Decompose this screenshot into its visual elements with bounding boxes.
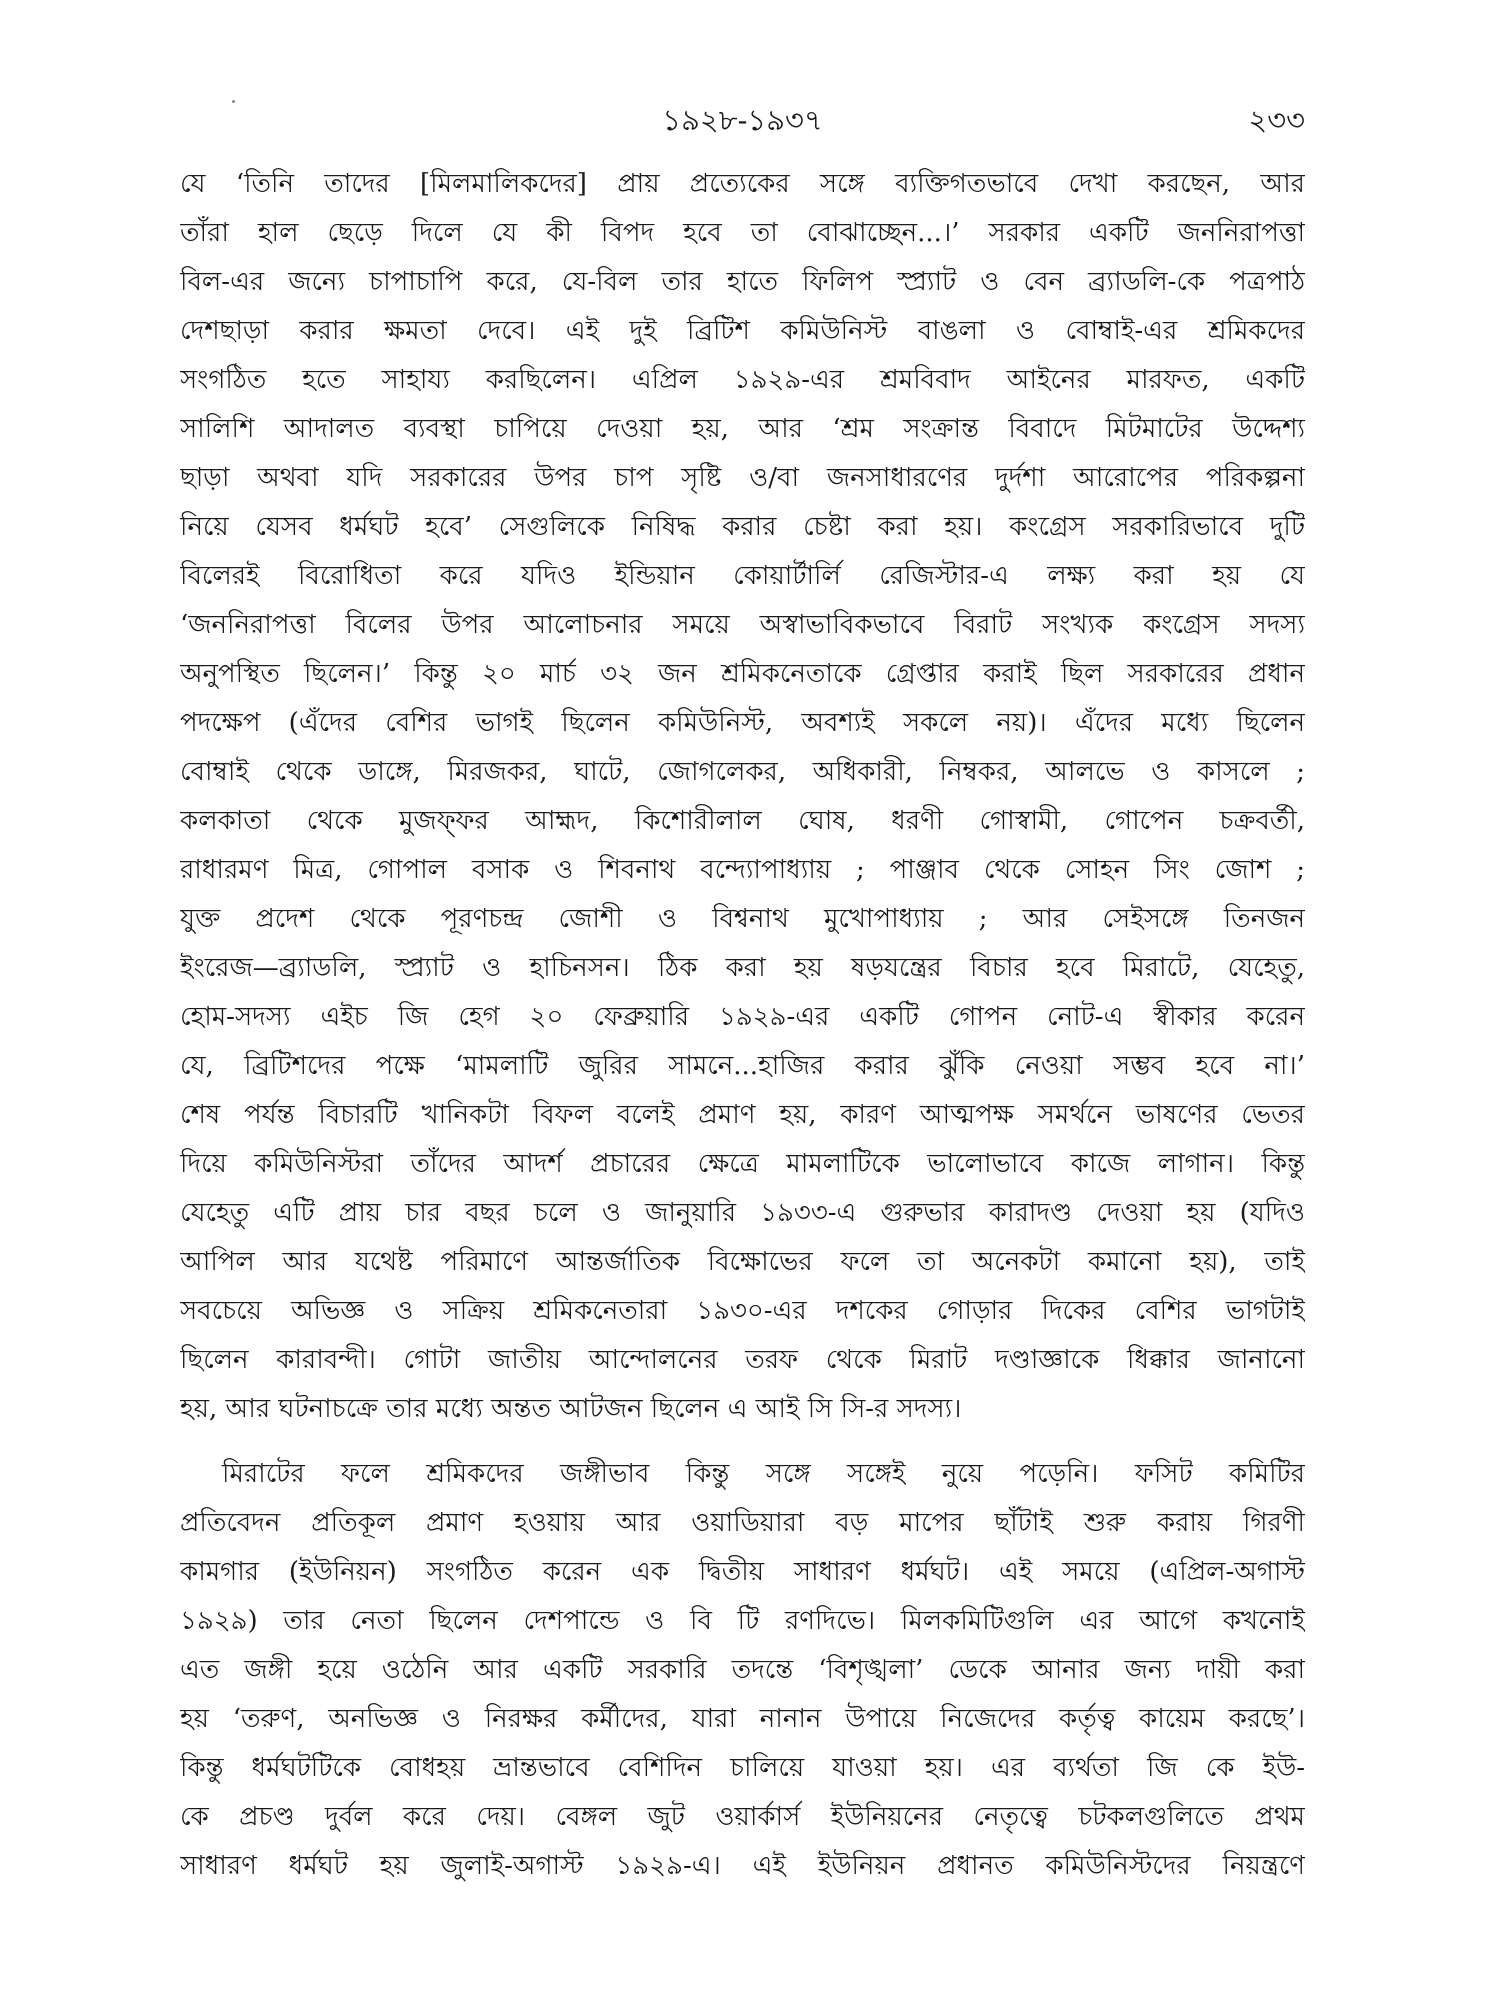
running-title: ১৯২৮-১৯৩৭ [662,102,823,137]
text-line: সংগঠিত হতে সাহায্য করছিলেন। এপ্রিল ১৯২৯-এর শ্রমবিবাদ আইনের মারফত, একটি [180,365,1305,395]
text-line: কে প্রচণ্ড দুর্বল করে দেয়। বেঙ্গল জুট ওয়ার্কার্স ইউনিয়নের নেতৃত্বে চটকলগুলিতে প্রথম [180,1802,1305,1832]
text-line: শেষ পর্যন্ত বিচারটি খানিকটা বিফল বলেই প্রমাণ হয়, কারণ আত্মপক্ষ সমর্থনে ভাষণের ভেতর [180,1100,1305,1130]
paragraph-1 [180,160,1305,1434]
text-line: অনুপস্থিত ছিলেন।’ কিন্তু ২০ মার্চ ৩২ জন শ্রমিকনেতাকে গ্রেপ্তার করাই ছিল সরকারের প্রধান [180,659,1305,689]
text-line: মিরাটের ফলে শ্রমিকদের জঙ্গীভাব কিন্তু সঙ্গে সঙ্গেই নুয়ে পড়েনি। ফসিট কমিটির [222,1459,1305,1489]
text-line: সাধারণ ধর্মঘট হয় জুলাই-অগাস্ট ১৯২৯-এ। এই ইউনিয়ন প্রধানত কমিউনিস্টদের নিয়ন্ত্রণে [180,1851,1305,1881]
text-line: বিলেরই বিরোধিতা করে যদিও ইন্ডিয়ান কোয়ার্টার্লি রেজিস্টার-এ লক্ষ্য করা হয় যে [180,561,1305,591]
text-line: হোম-সদস্য এইচ জি হেগ ২০ ফেব্রুয়ারি ১৯২৯-এর একটি গোপন নোট-এ স্বীকার করেন [180,1002,1305,1032]
text-line: ‘জননিরাপত্তা বিলের উপর আলোচনার সময়ে অস্বাভাবিকভাবে বিরাট সংখ্যক কংগ্রেস সদস্য [180,610,1305,640]
text-line: আপিল আর যথেষ্ট পরিমাণে আন্তর্জাতিক বিক্ষোভের ফলে তা অনেকটা কমানো হয়), তাই [180,1247,1305,1277]
text-line: যে, ব্রিটিশদের পক্ষে ‘মামলাটি জুরির সামনে...হাজির করার ঝুঁকি নেওয়া সম্ভব হবে না।’ [180,1051,1305,1081]
text-line: দেশছাড়া করার ক্ষমতা দেবে। এই দুই ব্রিটিশ কমিউনিস্ট বাঙলা ও বোম্বাই-এর শ্রমিকদের [180,316,1305,346]
text-line: প্রতিবেদন প্রতিকূল প্রমাণ হওয়ায় আর ওয়াডিয়ারা বড় মাপের ছাঁটাই শুরু করায় গিরণী [180,1508,1305,1538]
text-line: যুক্ত প্রদেশ থেকে পূরণচন্দ্র জোশী ও বিশ্বনাথ মুখোপাধ্যায় ; আর সেইসঙ্গে তিনজন [180,904,1305,934]
paragraph-2 [180,1450,1305,1891]
text-line: ইংরেজ—ব্র্যাডলি, স্প্র্যাট ও হাচিনসন। ঠিক করা হয় ষড়যন্ত্রের বিচার হবে মিরাটে, যেহেতু, [180,953,1305,983]
body-text [180,160,1305,1891]
text-line: যেহেতু এটি প্রায় চার বছর চলে ও জানুয়ারি ১৯৩৩-এ গুরুভার কারাদণ্ড দেওয়া হয় (যদিও [180,1198,1305,1228]
text-line: এত জঙ্গী হয়ে ওঠেনি আর একটি সরকারি তদন্তে ‘বিশৃঙ্খলা’ ডেকে আনার জন্য দায়ী করা [180,1655,1305,1685]
text-line: যে ‘তিনি তাদের [মিলমালিকদের] প্রায় প্রত্যেকের সঙ্গে ব্যক্তিগতভাবে দেখা করছেন, আর [180,169,1305,199]
text-line: ছিলেন কারাবন্দী। গোটা জাতীয় আন্দোলনের তরফ থেকে মিরাট দণ্ডাজ্ঞাকে ধিক্কার জানানো [180,1345,1305,1375]
text-line: কিন্তু ধর্মঘটটিকে বোধহয় ভ্রান্তভাবে বেশিদিন চালিয়ে যাওয়া হয়। এর ব্যর্থতা জি কে ইউ- [180,1753,1305,1783]
page-number: ২৩৩ [1248,102,1305,137]
text-line: হয় ‘তরুণ, অনভিজ্ঞ ও নিরক্ষর কর্মীদের, যারা নানান উপায়ে নিজেদের কর্তৃত্ব কায়েম করছে’। [180,1704,1305,1734]
text-line: দিয়ে কমিউনিস্টরা তাঁদের আদর্শ প্রচারের ক্ষেত্রে মামলাটিকে ভালোভাবে কাজে লাগান। কিন্তু [180,1149,1305,1179]
text-line: পদক্ষেপ (এঁদের বেশির ভাগই ছিলেন কমিউনিস্ট, অবশ্যই সকলে নয়)। এঁদের মধ্যে ছিলেন [180,708,1305,738]
text-line: হয়, আর ঘটনাচক্রে তার মধ্যে অন্তত আটজন ছিলেন এ আই সি সি-র সদস্য। [180,1394,962,1424]
text-line: তাঁরা হাল ছেড়ে দিলে যে কী বিপদ হবে তা বোঝাচ্ছেন...।’ সরকার একটি জননিরাপত্তা [180,218,1305,248]
text-line: কামগার (ইউনিয়ন) সংগঠিত করেন এক দ্বিতীয় সাধারণ ধর্মঘট। এই সময়ে (এপ্রিল-অগাস্ট [180,1557,1305,1587]
running-header [180,92,1305,152]
paragraph-gap [180,1434,1305,1450]
text-line: রাধারমণ মিত্র, গোপাল বসাক ও শিবনাথ বন্দ্যোপাধ্যায় ; পাঞ্জাব থেকে সোহন সিং জোশ ; [180,855,1305,885]
text-line: নিয়ে যেসব ধর্মঘট হবে’ সেগুলিকে নিষিদ্ধ করার চেষ্টা করা হয়। কংগ্রেস সরকারিভাবে দুটি [180,512,1305,542]
text-line: ১৯২৯) তার নেতা ছিলেন দেশপান্ডে ও বি টি রণদিভে। মিলকমিটিগুলি এর আগে কখনোই [180,1606,1305,1636]
text-line: সালিশি আদালত ব্যবস্থা চাপিয়ে দেওয়া হয়, আর ‘শ্রম সংক্রান্ত বিবাদে মিটমাটের উদ্দেশ্য [180,414,1305,444]
text-line: ছাড়া অথবা যদি সরকারের উপর চাপ সৃষ্টি ও/বা জনসাধারণের দুর্দশা আরোপের পরিকল্পনা [180,463,1305,493]
text-line: বিল-এর জন্যে চাপাচাপি করে, যে-বিল তার হাতে ফিলিপ স্প্র্যাট ও বেন ব্র্যাডলি-কে পত্রপাঠ [180,267,1305,297]
text-line: কলকাতা থেকে মুজফ্ফর আহ্মদ, কিশোরীলাল ঘোষ, ধরণী গোস্বামী, গোপেন চক্রবর্তী, [180,806,1305,836]
text-line: বোম্বাই থেকে ডাঙ্গে, মিরজকর, ঘাটে, জোগলেকর, অধিকারী, নিম্বকর, আলভে ও কাসলে ; [180,757,1305,787]
text-line: সবচেয়ে অভিজ্ঞ ও সক্রিয় শ্রমিকনেতারা ১৯৩০-এর দশকের গোড়ার দিকের বেশির ভাগটাই [180,1296,1305,1326]
